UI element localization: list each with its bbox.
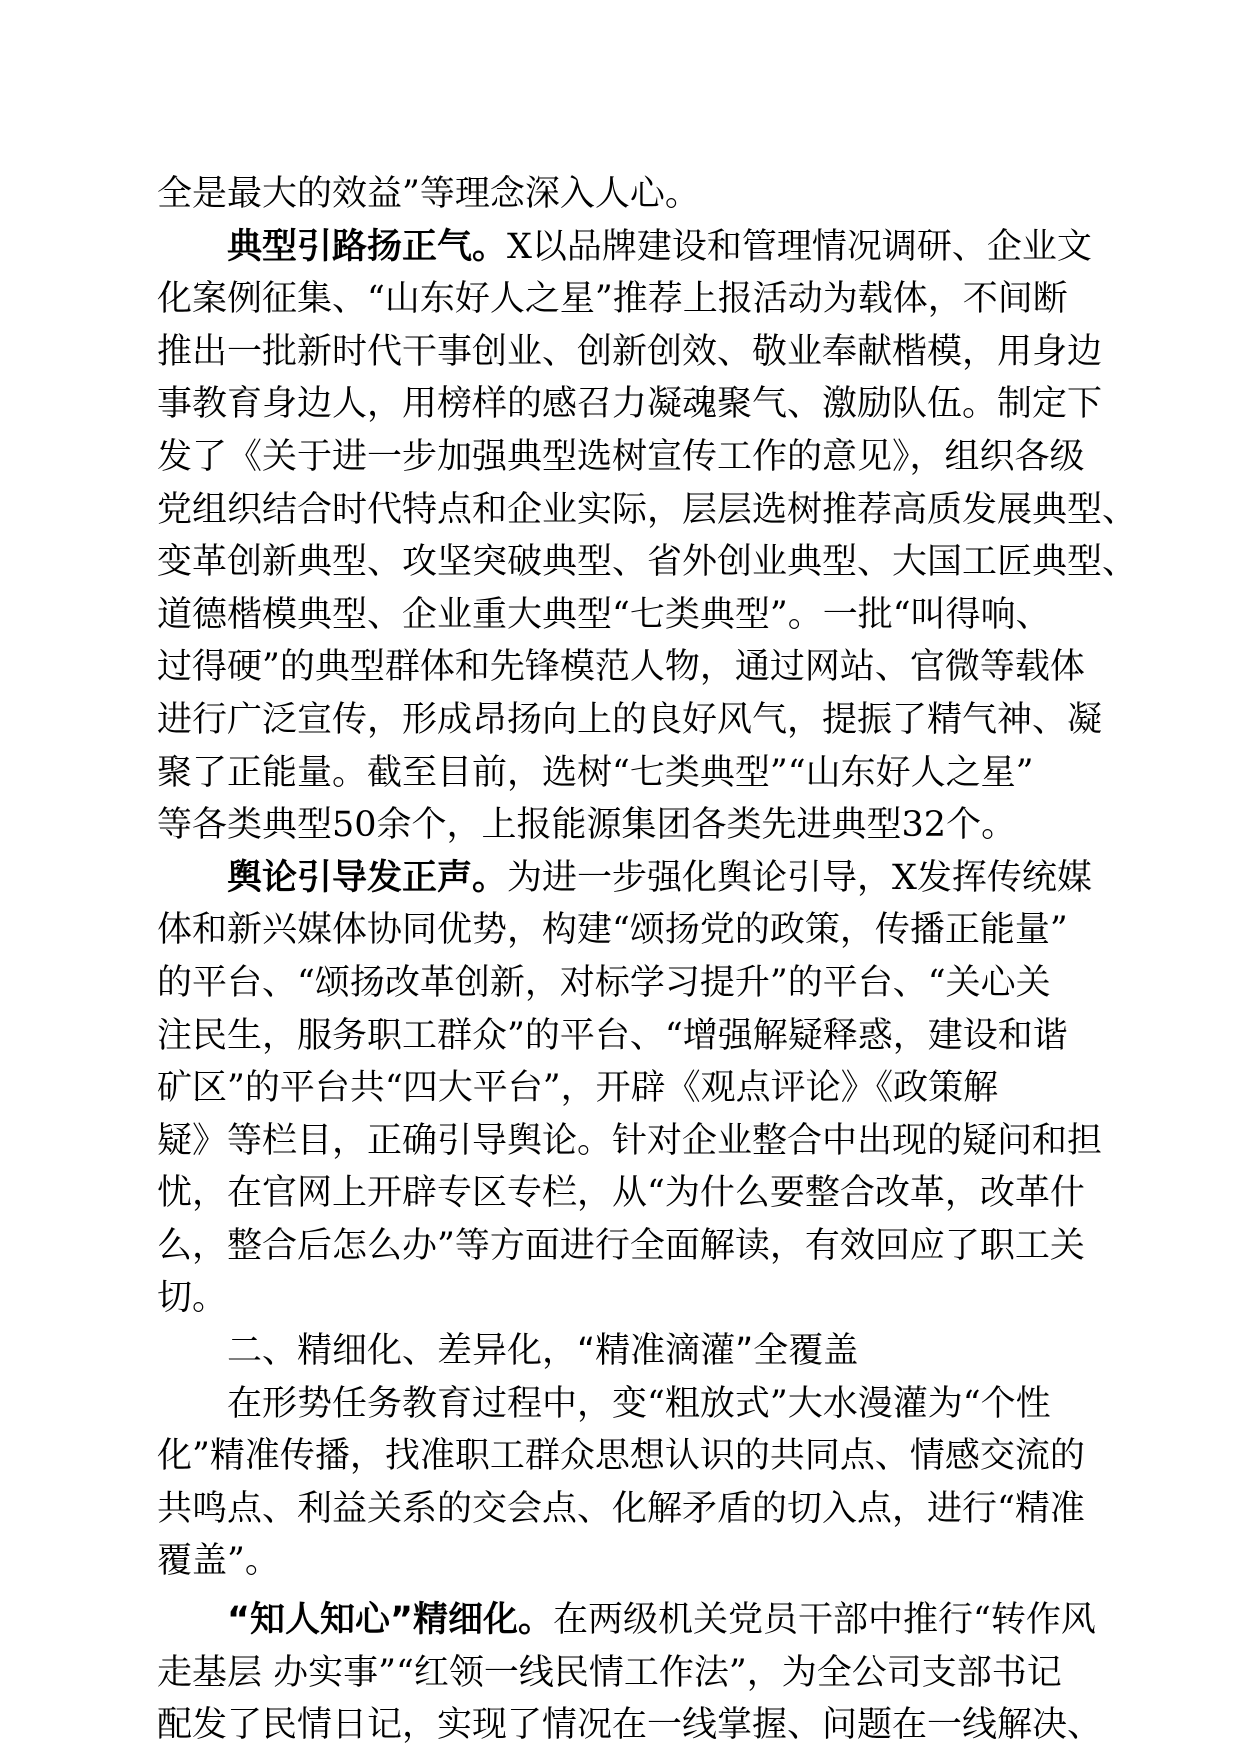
paragraph-line: 化案例征集、“山东好人之星”推荐上报活动为载体，不间断	[157, 279, 1068, 320]
paragraph-line: 配发了民情日记，实现了情况在一线掌握、问题在一线解决、	[157, 1705, 1103, 1746]
paragraph-line: 注民生，服务职工群众”的平台、“增强解疑释惑，建设和谐	[157, 1015, 1068, 1056]
paragraph-heading: 典型引路扬正气。	[227, 226, 508, 267]
paragraph-line: 道德楷模典型、企业重大典型“七类典型”。一批“叫得响、	[157, 594, 1051, 635]
paragraph-line: 覆盖”。	[157, 1541, 280, 1582]
paragraph-line: 变革创新典型、攻坚突破典型、省外创业典型、大国工匠典型、	[157, 542, 1138, 583]
paragraph-line: 体和新兴媒体协同优势，构建“颂扬党的政策，传播正能量”	[157, 910, 1068, 951]
paragraph-line: 忧，在官网上开辟专区专栏，从“为什么要整合改革，改革什	[157, 1173, 1085, 1214]
paragraph-text: 为进一步强化舆论引导，X发挥传统媒	[507, 857, 1092, 898]
paragraph-line: 矿区”的平台共“四大平台”，开辟《观点评论》《政策解	[157, 1068, 999, 1109]
paragraph-line: 切。	[157, 1278, 228, 1319]
paragraph-line: 等各类典型50余个，上报能源集团各类先进典型32个。	[157, 805, 1017, 846]
paragraph-heading: “知人知心”精细化。	[227, 1600, 554, 1641]
paragraph-line: 党组织结合时代特点和企业实际，层层选树推荐高质发展典型、	[157, 489, 1138, 530]
paragraph-line: 发了《关于进一步加强典型选树宣传工作的意见》，组织各级	[157, 436, 1085, 477]
paragraph-line: 走基层 办实事”“红领一线民情工作法”，为全公司支部书记	[157, 1652, 1062, 1693]
section-heading: 二、精细化、差异化，“精准滴灌”全覆盖	[227, 1331, 859, 1372]
paragraph-line: 聚了正能量。截至目前，选树“七类典型”“山东好人之星”	[157, 752, 1034, 793]
paragraph-first-line	[157, 221, 1092, 274]
paragraph-first-line	[157, 1594, 1096, 1647]
paragraph-text: X以品牌建设和管理情况调研、企业文	[507, 226, 1092, 267]
paragraph-text: 在两级机关党员干部中推行“转作风	[553, 1600, 1096, 1641]
paragraph-line: 过得硬”的典型群体和先锋模范人物，通过网站、官微等载体	[157, 647, 1085, 688]
document-page	[157, 168, 1138, 1752]
paragraph-line: 全是最大的效益”等理念深入人心。	[157, 174, 700, 214]
paragraph-line: 共鸣点、利益关系的交会点、化解矛盾的切入点，进行“精准	[157, 1488, 1085, 1529]
paragraph-heading: 舆论引导发正声。	[227, 857, 508, 898]
paragraph-line: 疑》等栏目，正确引导舆论。针对企业整合中出现的疑问和担	[157, 1120, 1103, 1161]
paragraph-first-line	[157, 852, 1092, 905]
paragraph-line: 推出一批新时代干事创业、创新创效、敬业奉献楷模，用身边	[157, 331, 1103, 372]
paragraph-line: 化”精准传播，找准职工群众思想认识的共同点、情感交流的	[157, 1436, 1085, 1477]
paragraph-line: 进行广泛宣传，形成昂扬向上的良好风气，提振了精气神、凝	[157, 699, 1103, 740]
paragraph-line: 么，整合后怎么办”等方面进行全面解读，有效回应了职工关	[157, 1225, 1085, 1266]
paragraph-line: 的平台、“颂扬改革创新，对标学习提升”的平台、“关心关	[157, 962, 1051, 1003]
paragraph-line: 事教育身边人，用榜样的感召力凝魂聚气、激励队伍。制定下	[157, 384, 1103, 425]
paragraph-first-line: 在形势任务教育过程中，变“粗放式”大水漫灌为“个性	[227, 1383, 1051, 1424]
